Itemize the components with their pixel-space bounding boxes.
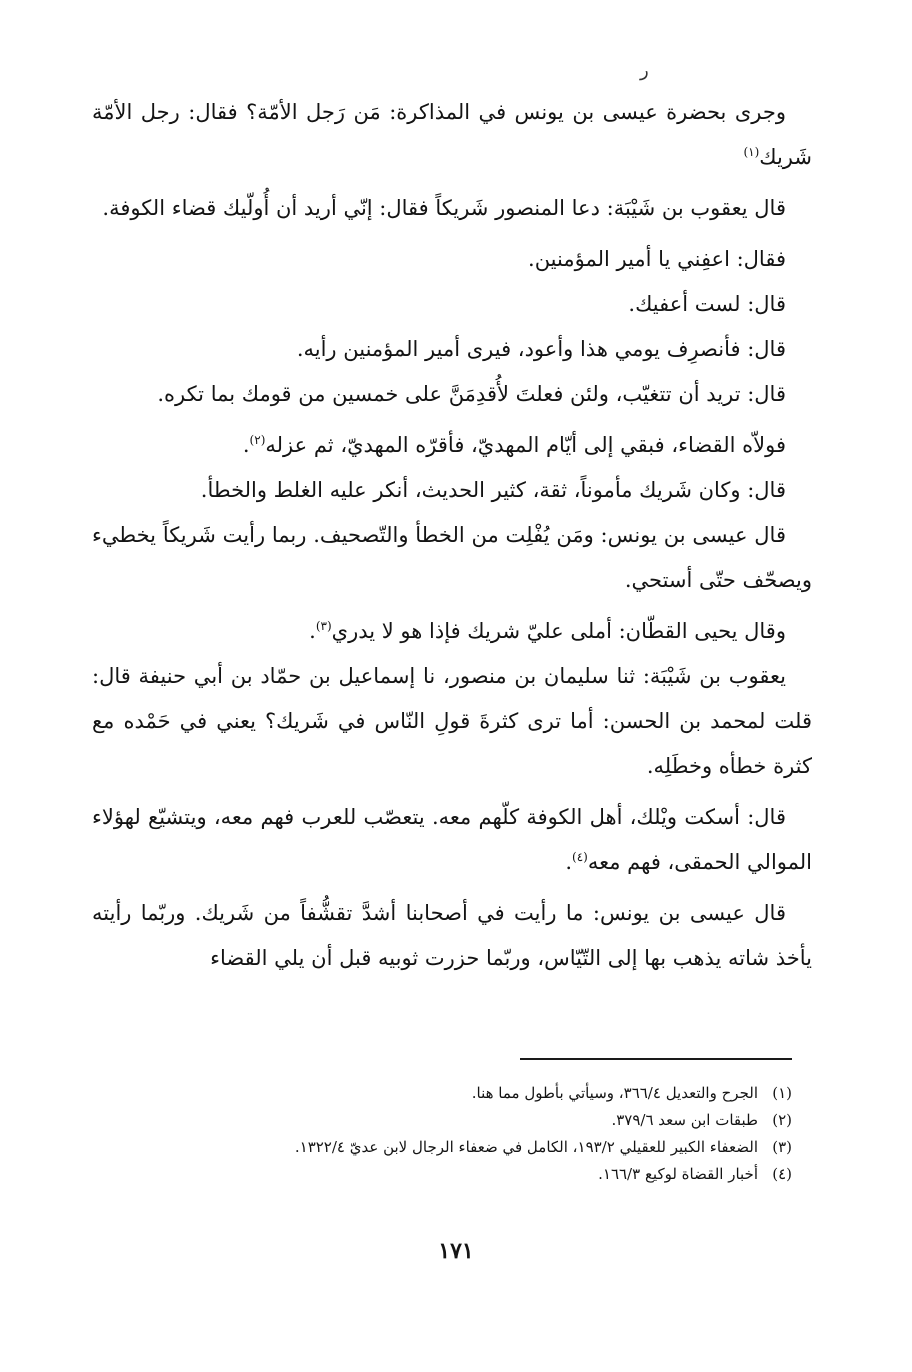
footnote-text: أخبار القضاة لوكيع ١٦٦/٣. — [598, 1165, 758, 1183]
paragraph-text: قال: لست أعفيك. — [628, 292, 786, 316]
footnote — [102, 1161, 792, 1188]
paragraph — [92, 513, 812, 603]
paragraph-end: . — [309, 619, 316, 643]
paragraph — [92, 372, 812, 417]
footnote-number: (١) — [772, 1084, 792, 1102]
footnote-text: الضعفاء الكبير للعقيلي ١٩٣/٢، الكامل في ضعفاء الرجال لابن عديّ ١٣٢٢/٤. — [294, 1138, 758, 1156]
paragraph — [92, 609, 812, 654]
paragraph-end: . — [242, 433, 250, 457]
paragraph — [92, 423, 812, 468]
paragraph-text: يعقوب بن شَيْبَة: ثنا سليمان بن منصور، نا إسماعيل بن حمّاد بن أبي حنيفة قال: قلت لمحمد بن الحسن: أما ترى كثرةَ قولِ النّاس في شَريك؟ يعني في حَمْده مع كثرة خطأه وخطَلِه. — [92, 664, 812, 778]
footnote-ref: (٢) — [249, 433, 266, 447]
page-number: ١٧١ — [438, 1238, 474, 1264]
paragraph-text: وقال يحيى القطّان: أملى عليّ شريك فإذا هو لا يدري — [331, 619, 786, 643]
footnote-text: طبقات ابن سعد ٣٧٩/٦. — [611, 1111, 758, 1129]
paragraph — [92, 186, 812, 231]
paragraph — [92, 282, 812, 327]
footnote-ref: (٤) — [572, 850, 588, 864]
paragraph — [92, 90, 812, 180]
footnote-ref: (١) — [743, 145, 760, 159]
paragraph-text: وجرى بحضرة عيسى بن يونس في المذاكرة: مَن رَجل الأمّة؟ فقال: رجل الأمّة شَريك — [92, 100, 812, 169]
footnote — [102, 1134, 792, 1161]
paragraph-text: فولاّه القضاء، فبقي إلى أيّام المهديّ، فأقرّه المهديّ، ثم عزله — [265, 433, 786, 457]
footnote-ref: (٣) — [315, 619, 332, 633]
margin-mark: ر — [640, 60, 649, 81]
footnote-divider — [520, 1058, 792, 1060]
paragraph-text: قال: وكان شَريك مأموناً، ثقة، كثير الحديث، أنكر عليه الغلط والخطأ. — [200, 478, 786, 502]
paragraph — [92, 468, 812, 513]
paragraph-end: . — [565, 850, 573, 874]
footnote-number: (٢) — [772, 1111, 792, 1129]
paragraph-text: قال عيسى بن يونس: ومَن يُفْلِت من الخطأ والتّصحيف. ربما رأيت شَريكاً يخطيء ويصحّف حتّى أستحي. — [92, 523, 812, 592]
paragraph — [92, 654, 812, 789]
paragraph-text: قال يعقوب بن شَيْبَة: دعا المنصور شَريكاً فقال: إنّي أريد أن أُولّيك قضاء الكوفة. — [102, 196, 786, 220]
footnotes — [102, 1080, 792, 1188]
footnote-number: (٤) — [772, 1165, 792, 1183]
paragraph — [92, 327, 812, 372]
main-text — [92, 90, 812, 981]
footnote — [102, 1107, 792, 1134]
footnote — [102, 1080, 792, 1107]
paragraph-text: قال: أسكت ويْلك، أهل الكوفة كلّهم معه. يتعصّب للعرب فهم معه، ويتشيّع لهؤلاء الموالي الحمقى، فهم معه — [92, 805, 812, 874]
paragraph — [92, 237, 812, 282]
paragraph — [92, 891, 812, 981]
paragraph-text: قال عيسى بن يونس: ما رأيت في أصحابنا أشدَّ تقشُّفاً من شَريك. وربّما رأيته يأخذ شاته يذهب بها إلى التّيّاس، وربّما حزرت ثوبيه قبل أن يلي القضاء — [92, 901, 812, 970]
paragraph — [92, 795, 812, 885]
paragraph-text: فقال: اعفِني يا أمير المؤمنين. — [528, 247, 786, 271]
paragraph-text: قال: تريد أن تتغيّب، ولئن فعلتَ لأُقدِمَنَّ على خمسين من قومك بما تكره. — [157, 382, 786, 406]
paragraph-text: قال: فأنصرِف يومي هذا وأعود، فيرى أمير المؤمنين رأيه. — [296, 337, 786, 361]
footnote-text: الجرح والتعديل ٣٦٦/٤، وسيأتي بأطول مما هنا. — [471, 1084, 758, 1102]
footnote-number: (٣) — [772, 1138, 792, 1156]
